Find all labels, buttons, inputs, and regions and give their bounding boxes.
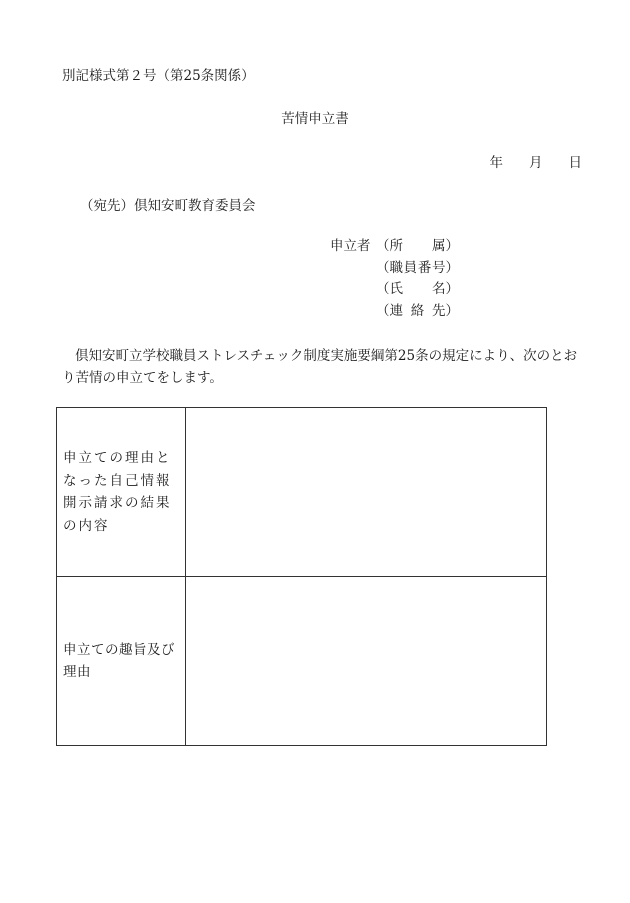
- paren-close: ）: [445, 259, 459, 276]
- applicant-row-name: [330, 279, 459, 301]
- applicant-row-staff-number: [330, 258, 459, 280]
- date-month: 月: [529, 155, 543, 171]
- field-label-contact: 連 絡 先: [389, 302, 446, 319]
- paren-open: （: [376, 302, 390, 319]
- document-title: 苦情申立書: [281, 111, 349, 127]
- complaint-form-table: [56, 407, 547, 746]
- row-label-disclosure-result: 申立ての理由となった自己情報開示請求の結果の内容: [57, 408, 186, 577]
- paren-close: ）: [445, 281, 459, 297]
- applicant-block: [330, 236, 459, 322]
- row-value-disclosure-result[interactable]: [186, 408, 547, 577]
- field-label-name: 氏 名: [389, 281, 446, 297]
- field-label-staff-number: 職員番号: [389, 259, 446, 276]
- paren-open: （: [376, 259, 390, 276]
- table-row-purpose-reason: [57, 577, 547, 746]
- applicant-row-contact: [330, 301, 459, 323]
- addressee: （宛先）倶知安町教育委員会: [80, 198, 256, 214]
- row-label-purpose-reason: 申立ての趣旨及び理由: [57, 577, 186, 746]
- applicant-row-affiliation: [330, 236, 459, 258]
- paren-close: ）: [445, 302, 459, 319]
- date-year: 年: [489, 155, 503, 171]
- form-number: 別記様式第２号（第25条関係）: [62, 68, 255, 84]
- date-day: 日: [568, 155, 582, 171]
- body-paragraph: 倶知安町立学校職員ストレスチェック制度実施要綱第25条の規定により、次のとおり苦情の申立てをします。: [62, 348, 578, 386]
- paren-close: ）: [445, 238, 459, 254]
- paren-open: （: [376, 281, 390, 297]
- applicant-label: 申立者: [330, 238, 371, 254]
- row-value-purpose-reason[interactable]: [186, 577, 547, 746]
- field-label-affiliation: 所 属: [389, 238, 446, 254]
- table-row-disclosure-result: [57, 408, 547, 577]
- date-line: [490, 151, 583, 171]
- paren-open: （: [376, 238, 390, 254]
